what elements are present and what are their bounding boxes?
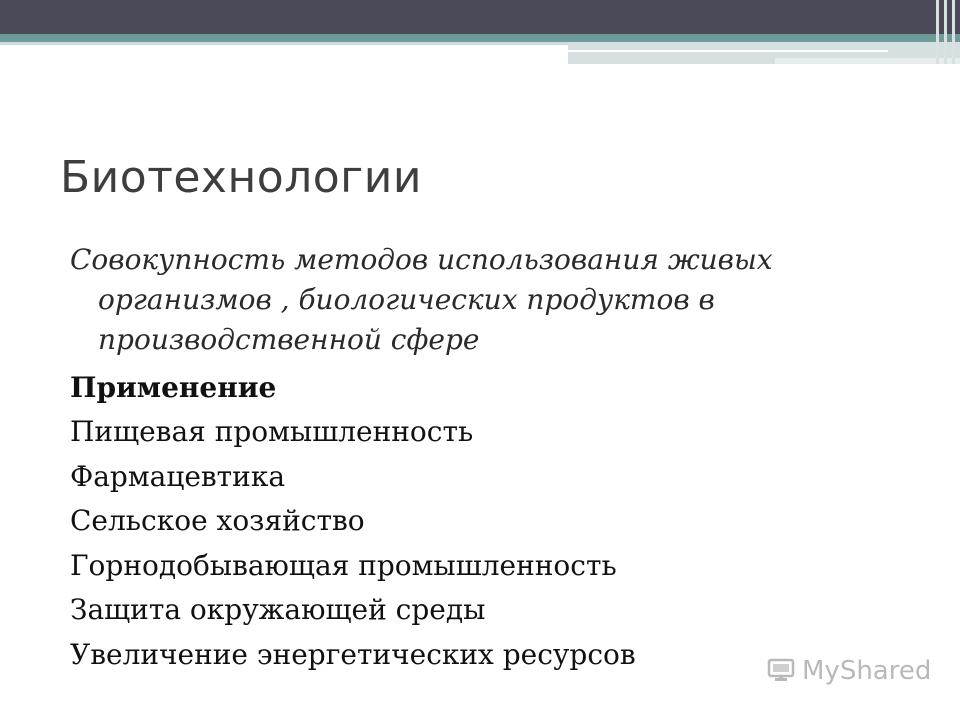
header-dark-band	[0, 0, 960, 34]
header-tab-highlight	[568, 50, 888, 52]
watermark	[766, 656, 931, 686]
header-teal-band	[0, 34, 960, 42]
definition-text: Совокупность методов использования живых организмов , биологических продуктов в производственной сфере	[70, 243, 773, 356]
application-item: Горнодобывающая промышленность	[70, 548, 617, 582]
corner-stripe	[952, 0, 955, 64]
application-item: Увеличение энергетических ресурсов	[70, 637, 636, 671]
watermark-text: MyShared	[802, 656, 932, 686]
applications-heading: Применение	[70, 371, 277, 404]
slide-title: Биотехнологии	[60, 152, 422, 203]
applications-list	[70, 410, 930, 677]
application-item: Сельское хозяйство	[70, 504, 365, 537]
projector-screen-icon	[766, 656, 796, 686]
corner-stripes	[932, 0, 960, 64]
corner-stripe	[936, 0, 939, 64]
corner-stripe	[944, 0, 947, 64]
application-item: Защита окружающей среды	[70, 593, 486, 626]
application-item: Фармацевтика	[70, 459, 286, 493]
header-light-line	[0, 42, 568, 45]
slide-body	[70, 240, 930, 677]
application-item: Пищевая промышленность	[70, 415, 474, 448]
